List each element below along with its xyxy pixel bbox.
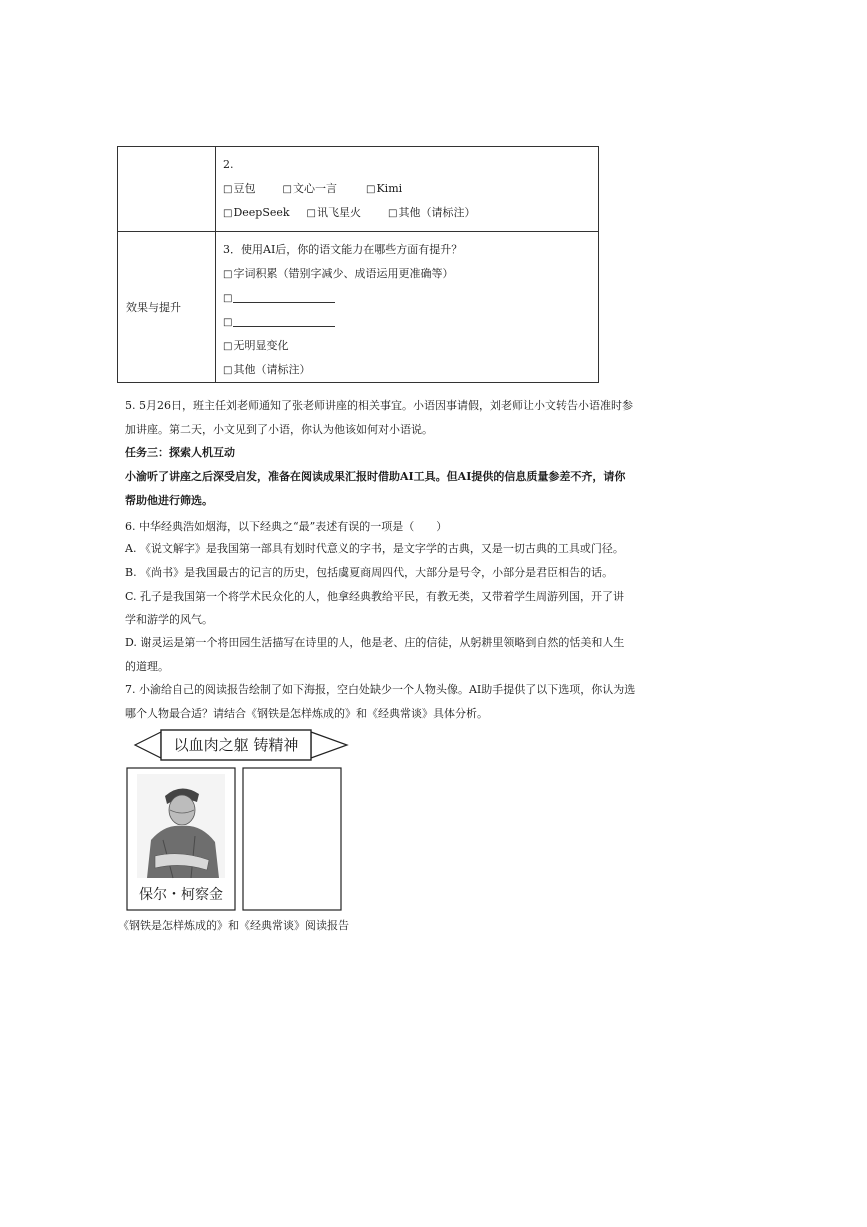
- option-kimi[interactable]: □Kimi: [366, 177, 402, 202]
- portrait-name: 保尔・柯察金: [139, 887, 223, 903]
- q7-line1: 7. 小渝给自己的阅读报告绘制了如下海报，空白处缺少一个人物头像。AI助手提供了以下选项，你认为选: [125, 683, 636, 696]
- q6-option-d-line1: D. 谢灵运是第一个将田园生活描写在诗里的人，他是老、庄的信徒，从躬耕里领略到自然的恬美和人生: [125, 636, 625, 649]
- empty-portrait-frame[interactable]: [243, 768, 341, 910]
- q6-option-c-line1: C. 孔子是我国第一个将学术民众化的人，他拿经典教给平民，有教无类，又带着学生周游列国，开了讲: [125, 590, 625, 603]
- checkbox-icon: □: [366, 184, 376, 195]
- checkbox-icon: □: [223, 208, 233, 219]
- task3-title: 任务三：探索人机互动: [125, 446, 235, 459]
- checkbox-icon: □: [306, 208, 316, 219]
- checkbox-icon: □: [223, 365, 233, 376]
- checkbox-icon: □: [223, 269, 233, 280]
- q6-option-c-line2: 学和游学的风气。: [125, 613, 213, 626]
- q6-option-b: B. 《尚书》是我国最古的记言的历史，包括虞夏商周四代，大部分是号令，小部分是君臣相告的话。: [125, 566, 614, 579]
- checkbox-icon: □: [282, 184, 292, 195]
- blank-line[interactable]: [233, 288, 335, 303]
- checkbox-icon: □: [388, 208, 398, 219]
- option-deepseek[interactable]: □DeepSeek: [223, 201, 303, 226]
- option-other-tool[interactable]: □其他（请标注）: [388, 201, 475, 226]
- option-no-change[interactable]: □无明显变化: [223, 334, 598, 358]
- option-xunfei[interactable]: □讯飞星火: [307, 201, 385, 226]
- q6-option-a: A. 《说文解字》是我国第一部具有划时代意义的字书，是文字学的古典，又是一切古典的工具或门径。: [125, 542, 624, 555]
- poster-caption: 《钢铁是怎样炼成的》和《经典常谈》阅读报告: [118, 919, 349, 932]
- checkbox-icon: □: [223, 317, 233, 328]
- checkbox-icon: □: [223, 293, 233, 304]
- q6-option-d-line2: 的道理。: [125, 660, 169, 673]
- row1-label-cell: [118, 147, 216, 232]
- task3-intro-line2: 帮助他进行筛选。: [125, 494, 213, 507]
- q5-line1: 5. 5月26日，班主任刘老师通知了张老师讲座的相关事宜。小语因事请假，刘老师让小文转告小语准时参: [125, 399, 633, 412]
- option-blank-1[interactable]: [223, 286, 598, 310]
- option-other-improvement[interactable]: □其他（请标注）: [223, 358, 598, 382]
- q7-line2: 哪个人物最合适？请结合《钢铁是怎样炼成的》和《经典常谈》具体分析。: [125, 707, 488, 720]
- survey-table: [117, 146, 599, 383]
- banner-right-ribbon: [311, 732, 347, 758]
- option-blank-2[interactable]: [223, 310, 598, 334]
- q2-number: 2.: [223, 158, 234, 171]
- row1-content-cell: [216, 147, 599, 232]
- blank-line[interactable]: [233, 312, 335, 327]
- option-vocabulary[interactable]: □字词积累（错别字减少、成语运用更准确等）: [223, 262, 598, 286]
- pavel-korchagin-portrait: [137, 774, 225, 878]
- q3-question: 3．使用AI后，你的语文能力在哪些方面有提升？: [223, 243, 463, 256]
- checkbox-icon: □: [223, 184, 233, 195]
- poster: [125, 728, 355, 918]
- poster-banner-title: 以血肉之躯 铸精神: [173, 736, 299, 754]
- option-wenxin[interactable]: □文心一言: [283, 177, 363, 202]
- ai-tool-options-line2: [223, 201, 598, 225]
- ai-tool-options-line1: [223, 177, 598, 201]
- q5-line2: 加讲座。第二天，小文见到了小语，你认为他该如何对小语说。: [125, 423, 433, 436]
- checkbox-icon: □: [223, 341, 233, 352]
- task3-intro-line1: 小渝听了讲座之后深受启发，准备在阅读成果汇报时借助AI工具。但AI提供的信息质量参差不齐，请你: [125, 470, 626, 483]
- effect-label-cell: 效果与提升: [118, 232, 216, 383]
- option-doubao[interactable]: □豆包: [223, 177, 279, 202]
- q6-stem: 6. 中华经典浩如烟海，以下经典之“最”表述有误的一项是（ ）: [125, 520, 448, 533]
- banner-left-ribbon: [135, 732, 161, 758]
- row2-content-cell: [216, 232, 599, 383]
